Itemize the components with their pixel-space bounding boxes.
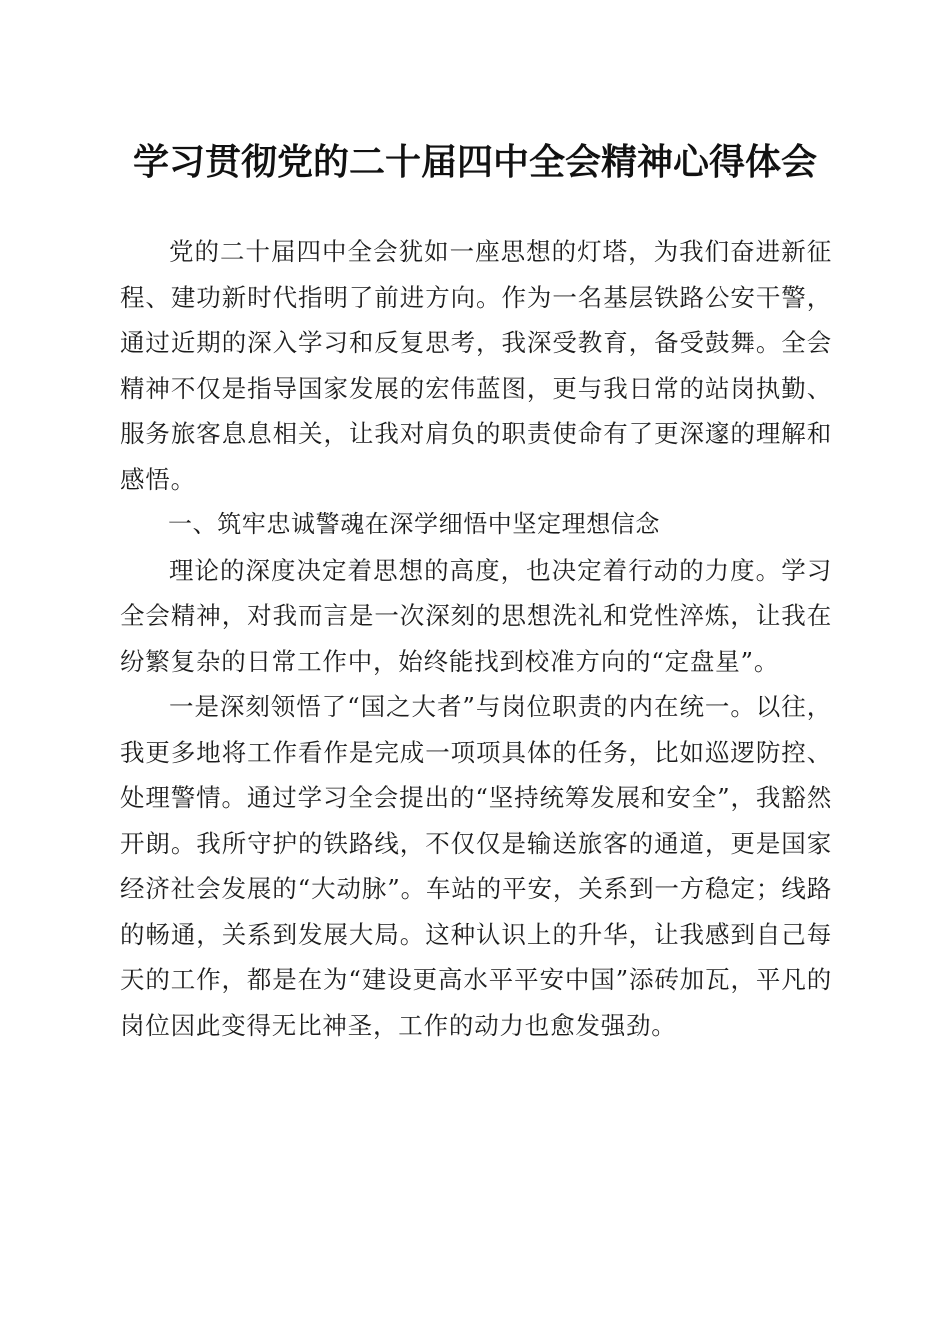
section-heading: 一、筑牢忠诚警魂在深学细悟中坚定理想信念 <box>168 510 660 538</box>
section-paragraph-2: 一是深刻领悟了“国之大者”与岗位职责的内在统一。以往，我更多地将工作看作是完成一项项具体的任务，比如巡逻防控、处理警情。通过学习全会提出的“坚持统筹发展和安全”，我豁然开朗。我所守护的铁路线，不仅仅是输送旅客的通道，更是国家经济社会发展的“大动脉”。车站的平安，关系到一方稳定；线路的畅通，关系到发展大局。这种认识上的升华，让我感到自己每天的工作，都是在为“建设更高水平平安中国”添砖加瓦，平凡的岗位因此变得无比神圣，工作的动力也愈发强劲。 <box>120 692 832 1040</box>
document-body <box>120 229 832 1048</box>
section-paragraph-1: 理论的深度决定着思想的高度，也决定着行动的力度。学习全会精神，对我而言是一次深刻的思想洗礼和党性淬炼，让我在纷繁复杂的日常工作中，始终能找到校准方向的“定盘星”。 <box>120 555 832 676</box>
document-title: 学习贯彻党的二十届四中全会精神心得体会 <box>132 141 817 183</box>
intro-paragraph: 党的二十届四中全会犹如一座思想的灯塔，为我们奋进新征程、建功新时代指明了前进方向。作为一名基层铁路公安干警，通过近期的深入学习和反复思考，我深受教育，备受鼓舞。全会精神不仅是指导国家发展的宏伟蓝图，更与我日常的站岗执勤、服务旅客息息相关，让我对肩负的职责使命有了更深邃的理解和感悟。 <box>120 237 832 494</box>
